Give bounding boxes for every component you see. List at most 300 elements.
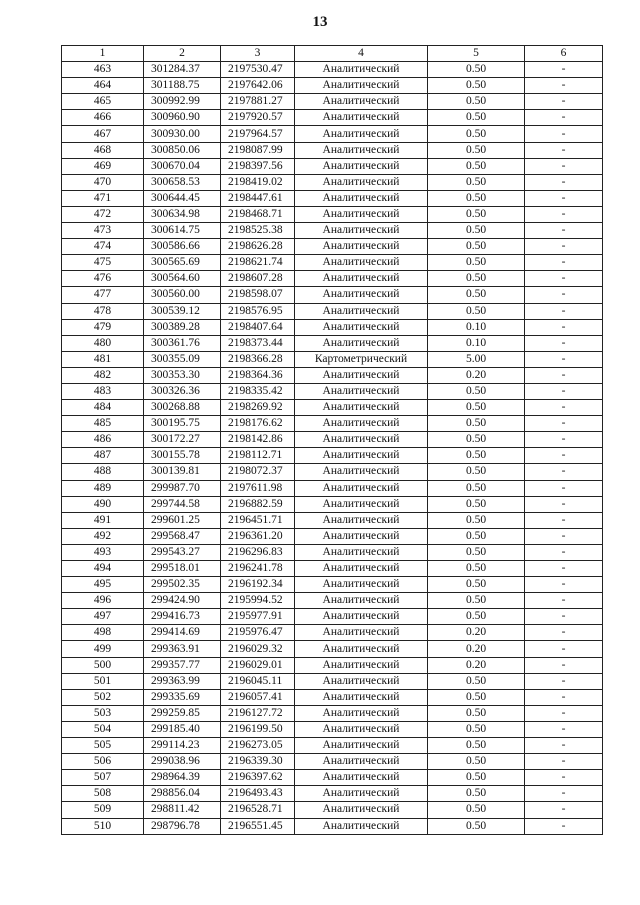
point-number-cell: 495 bbox=[62, 577, 144, 593]
note-cell: - bbox=[525, 158, 603, 174]
method-cell: Аналитический bbox=[295, 464, 428, 480]
method-cell: Аналитический bbox=[295, 335, 428, 351]
point-number-cell: 504 bbox=[62, 721, 144, 737]
point-number-cell: 491 bbox=[62, 512, 144, 528]
accuracy-cell: 0.50 bbox=[428, 544, 525, 560]
note-cell: - bbox=[525, 367, 603, 383]
note-cell: - bbox=[525, 448, 603, 464]
note-cell: - bbox=[525, 126, 603, 142]
note-cell: - bbox=[525, 62, 603, 78]
point-number-cell: 465 bbox=[62, 94, 144, 110]
note-cell: - bbox=[525, 754, 603, 770]
column-header: 5 bbox=[428, 46, 525, 62]
accuracy-cell: 0.50 bbox=[428, 287, 525, 303]
point-number-cell: 474 bbox=[62, 239, 144, 255]
coord-x-cell: 300992.99 bbox=[144, 94, 221, 110]
point-number-cell: 483 bbox=[62, 383, 144, 399]
table-row bbox=[62, 544, 603, 560]
point-number-cell: 467 bbox=[62, 126, 144, 142]
method-cell: Аналитический bbox=[295, 174, 428, 190]
table-row bbox=[62, 303, 603, 319]
accuracy-cell: 0.50 bbox=[428, 480, 525, 496]
coord-x-cell: 299601.25 bbox=[144, 512, 221, 528]
coord-y-cell: 2198397.56 bbox=[221, 158, 295, 174]
coord-x-cell: 298811.42 bbox=[144, 802, 221, 818]
table-row bbox=[62, 416, 603, 432]
method-cell: Аналитический bbox=[295, 432, 428, 448]
table-row bbox=[62, 432, 603, 448]
coord-x-cell: 299744.58 bbox=[144, 496, 221, 512]
note-cell: - bbox=[525, 641, 603, 657]
method-cell: Аналитический bbox=[295, 287, 428, 303]
coord-x-cell: 300644.45 bbox=[144, 190, 221, 206]
method-cell: Аналитический bbox=[295, 255, 428, 271]
table-row bbox=[62, 770, 603, 786]
point-number-cell: 493 bbox=[62, 544, 144, 560]
coord-x-cell: 300539.12 bbox=[144, 303, 221, 319]
note-cell: - bbox=[525, 174, 603, 190]
coord-y-cell: 2198576.95 bbox=[221, 303, 295, 319]
point-number-cell: 505 bbox=[62, 738, 144, 754]
method-cell: Аналитический bbox=[295, 496, 428, 512]
accuracy-cell: 0.50 bbox=[428, 110, 525, 126]
point-number-cell: 496 bbox=[62, 593, 144, 609]
method-cell: Аналитический bbox=[295, 62, 428, 78]
point-number-cell: 500 bbox=[62, 657, 144, 673]
note-cell: - bbox=[525, 110, 603, 126]
point-number-cell: 508 bbox=[62, 786, 144, 802]
table-row bbox=[62, 528, 603, 544]
coord-y-cell: 2196451.71 bbox=[221, 512, 295, 528]
accuracy-cell: 0.50 bbox=[428, 94, 525, 110]
coord-y-cell: 2198525.38 bbox=[221, 223, 295, 239]
method-cell: Аналитический bbox=[295, 239, 428, 255]
note-cell: - bbox=[525, 383, 603, 399]
table-row bbox=[62, 496, 603, 512]
method-cell: Аналитический bbox=[295, 802, 428, 818]
table-row bbox=[62, 400, 603, 416]
table-row bbox=[62, 110, 603, 126]
coord-x-cell: 299502.35 bbox=[144, 577, 221, 593]
note-cell: - bbox=[525, 496, 603, 512]
method-cell: Аналитический bbox=[295, 126, 428, 142]
coord-y-cell: 2196339.30 bbox=[221, 754, 295, 770]
point-number-cell: 501 bbox=[62, 673, 144, 689]
coord-x-cell: 300155.78 bbox=[144, 448, 221, 464]
note-cell: - bbox=[525, 544, 603, 560]
point-number-cell: 488 bbox=[62, 464, 144, 480]
note-cell: - bbox=[525, 786, 603, 802]
method-cell: Аналитический bbox=[295, 271, 428, 287]
method-cell: Аналитический bbox=[295, 577, 428, 593]
accuracy-cell: 0.50 bbox=[428, 512, 525, 528]
note-cell: - bbox=[525, 255, 603, 271]
method-cell: Аналитический bbox=[295, 416, 428, 432]
point-number-cell: 476 bbox=[62, 271, 144, 287]
accuracy-cell: 0.20 bbox=[428, 367, 525, 383]
note-cell: - bbox=[525, 528, 603, 544]
accuracy-cell: 5.00 bbox=[428, 351, 525, 367]
accuracy-cell: 0.50 bbox=[428, 464, 525, 480]
point-number-cell: 480 bbox=[62, 335, 144, 351]
accuracy-cell: 0.50 bbox=[428, 416, 525, 432]
note-cell: - bbox=[525, 593, 603, 609]
note-cell: - bbox=[525, 721, 603, 737]
coord-x-cell: 300565.69 bbox=[144, 255, 221, 271]
table-row bbox=[62, 239, 603, 255]
coord-x-cell: 300195.75 bbox=[144, 416, 221, 432]
coord-y-cell: 2198366.28 bbox=[221, 351, 295, 367]
coord-y-cell: 2196192.34 bbox=[221, 577, 295, 593]
accuracy-cell: 0.50 bbox=[428, 126, 525, 142]
accuracy-cell: 0.50 bbox=[428, 432, 525, 448]
coord-y-cell: 2196551.45 bbox=[221, 818, 295, 834]
table-row bbox=[62, 786, 603, 802]
coord-x-cell: 301284.37 bbox=[144, 62, 221, 78]
accuracy-cell: 0.50 bbox=[428, 673, 525, 689]
coord-x-cell: 301188.75 bbox=[144, 78, 221, 94]
accuracy-cell: 0.50 bbox=[428, 770, 525, 786]
method-cell: Аналитический bbox=[295, 512, 428, 528]
coord-y-cell: 2198373.44 bbox=[221, 335, 295, 351]
table-row bbox=[62, 657, 603, 673]
coord-y-cell: 2198607.28 bbox=[221, 271, 295, 287]
table-row bbox=[62, 383, 603, 399]
accuracy-cell: 0.50 bbox=[428, 577, 525, 593]
table-row bbox=[62, 142, 603, 158]
note-cell: - bbox=[525, 319, 603, 335]
method-cell: Аналитический bbox=[295, 738, 428, 754]
coord-y-cell: 2196199.50 bbox=[221, 721, 295, 737]
method-cell: Аналитический bbox=[295, 673, 428, 689]
note-cell: - bbox=[525, 738, 603, 754]
point-number-cell: 478 bbox=[62, 303, 144, 319]
coord-y-cell: 2195977.91 bbox=[221, 609, 295, 625]
coord-y-cell: 2196493.43 bbox=[221, 786, 295, 802]
method-cell: Аналитический bbox=[295, 786, 428, 802]
method-cell: Аналитический bbox=[295, 142, 428, 158]
coord-x-cell: 300930.00 bbox=[144, 126, 221, 142]
coord-y-cell: 2196241.78 bbox=[221, 561, 295, 577]
point-number-cell: 477 bbox=[62, 287, 144, 303]
accuracy-cell: 0.50 bbox=[428, 448, 525, 464]
method-cell: Аналитический bbox=[295, 190, 428, 206]
coord-x-cell: 300850.06 bbox=[144, 142, 221, 158]
note-cell: - bbox=[525, 705, 603, 721]
coord-y-cell: 2198364.36 bbox=[221, 367, 295, 383]
accuracy-cell: 0.50 bbox=[428, 158, 525, 174]
table-row bbox=[62, 609, 603, 625]
coord-y-cell: 2196361.20 bbox=[221, 528, 295, 544]
accuracy-cell: 0.50 bbox=[428, 142, 525, 158]
column-header: 3 bbox=[221, 46, 295, 62]
accuracy-cell: 0.50 bbox=[428, 528, 525, 544]
coord-y-cell: 2197920.57 bbox=[221, 110, 295, 126]
method-cell: Аналитический bbox=[295, 770, 428, 786]
accuracy-cell: 0.50 bbox=[428, 62, 525, 78]
method-cell: Аналитический bbox=[295, 303, 428, 319]
coord-y-cell: 2196528.71 bbox=[221, 802, 295, 818]
accuracy-cell: 0.20 bbox=[428, 625, 525, 641]
point-number-cell: 503 bbox=[62, 705, 144, 721]
note-cell: - bbox=[525, 271, 603, 287]
method-cell: Аналитический bbox=[295, 625, 428, 641]
table-row bbox=[62, 351, 603, 367]
point-number-cell: 470 bbox=[62, 174, 144, 190]
table-row bbox=[62, 287, 603, 303]
note-cell: - bbox=[525, 416, 603, 432]
table-row bbox=[62, 561, 603, 577]
point-number-cell: 464 bbox=[62, 78, 144, 94]
note-cell: - bbox=[525, 818, 603, 834]
accuracy-cell: 0.50 bbox=[428, 705, 525, 721]
coord-y-cell: 2198112.71 bbox=[221, 448, 295, 464]
table-row bbox=[62, 641, 603, 657]
method-cell: Аналитический bbox=[295, 641, 428, 657]
coord-x-cell: 300139.81 bbox=[144, 464, 221, 480]
point-number-cell: 479 bbox=[62, 319, 144, 335]
note-cell: - bbox=[525, 657, 603, 673]
point-number-cell: 484 bbox=[62, 400, 144, 416]
coord-x-cell: 300355.09 bbox=[144, 351, 221, 367]
coord-y-cell: 2196057.41 bbox=[221, 689, 295, 705]
note-cell: - bbox=[525, 609, 603, 625]
table-row bbox=[62, 78, 603, 94]
method-cell: Аналитический bbox=[295, 754, 428, 770]
method-cell: Аналитический bbox=[295, 593, 428, 609]
coord-x-cell: 298796.78 bbox=[144, 818, 221, 834]
coord-x-cell: 300172.27 bbox=[144, 432, 221, 448]
method-cell: Аналитический bbox=[295, 448, 428, 464]
coord-x-cell: 300670.04 bbox=[144, 158, 221, 174]
point-number-cell: 473 bbox=[62, 223, 144, 239]
coord-x-cell: 300564.60 bbox=[144, 271, 221, 287]
coord-x-cell: 298856.04 bbox=[144, 786, 221, 802]
coord-y-cell: 2196296.83 bbox=[221, 544, 295, 560]
accuracy-cell: 0.50 bbox=[428, 383, 525, 399]
table-row bbox=[62, 512, 603, 528]
table-row bbox=[62, 62, 603, 78]
coord-y-cell: 2196127.72 bbox=[221, 705, 295, 721]
coord-x-cell: 300326.36 bbox=[144, 383, 221, 399]
point-number-cell: 475 bbox=[62, 255, 144, 271]
table-row bbox=[62, 190, 603, 206]
coord-y-cell: 2196273.05 bbox=[221, 738, 295, 754]
coord-x-cell: 299568.47 bbox=[144, 528, 221, 544]
coord-y-cell: 2196397.62 bbox=[221, 770, 295, 786]
accuracy-cell: 0.50 bbox=[428, 802, 525, 818]
coord-x-cell: 299357.77 bbox=[144, 657, 221, 673]
method-cell: Аналитический bbox=[295, 689, 428, 705]
point-number-cell: 494 bbox=[62, 561, 144, 577]
coord-y-cell: 2198087.99 bbox=[221, 142, 295, 158]
point-number-cell: 489 bbox=[62, 480, 144, 496]
note-cell: - bbox=[525, 561, 603, 577]
coord-x-cell: 300389.28 bbox=[144, 319, 221, 335]
table-row bbox=[62, 673, 603, 689]
coord-x-cell: 299987.70 bbox=[144, 480, 221, 496]
note-cell: - bbox=[525, 512, 603, 528]
method-cell: Аналитический bbox=[295, 94, 428, 110]
point-number-cell: 482 bbox=[62, 367, 144, 383]
point-number-cell: 469 bbox=[62, 158, 144, 174]
table-row bbox=[62, 818, 603, 834]
accuracy-cell: 0.50 bbox=[428, 206, 525, 222]
note-cell: - bbox=[525, 400, 603, 416]
point-number-cell: 472 bbox=[62, 206, 144, 222]
coord-y-cell: 2197964.57 bbox=[221, 126, 295, 142]
point-number-cell: 510 bbox=[62, 818, 144, 834]
coord-y-cell: 2198447.61 bbox=[221, 190, 295, 206]
table-row bbox=[62, 689, 603, 705]
note-cell: - bbox=[525, 206, 603, 222]
accuracy-cell: 0.50 bbox=[428, 818, 525, 834]
coord-y-cell: 2198072.37 bbox=[221, 464, 295, 480]
coord-x-cell: 300560.00 bbox=[144, 287, 221, 303]
table-row bbox=[62, 448, 603, 464]
table-row bbox=[62, 335, 603, 351]
accuracy-cell: 0.50 bbox=[428, 609, 525, 625]
table-row bbox=[62, 721, 603, 737]
method-cell: Аналитический bbox=[295, 110, 428, 126]
point-number-cell: 466 bbox=[62, 110, 144, 126]
coord-y-cell: 2196045.11 bbox=[221, 673, 295, 689]
table-row bbox=[62, 255, 603, 271]
coord-y-cell: 2198269.92 bbox=[221, 400, 295, 416]
page-number: 13 bbox=[312, 14, 328, 30]
coord-y-cell: 2198142.86 bbox=[221, 432, 295, 448]
accuracy-cell: 0.50 bbox=[428, 400, 525, 416]
point-number-cell: 499 bbox=[62, 641, 144, 657]
accuracy-cell: 0.20 bbox=[428, 657, 525, 673]
coord-x-cell: 300353.30 bbox=[144, 367, 221, 383]
coord-x-cell: 300658.53 bbox=[144, 174, 221, 190]
accuracy-cell: 0.50 bbox=[428, 738, 525, 754]
method-cell: Аналитический bbox=[295, 223, 428, 239]
note-cell: - bbox=[525, 673, 603, 689]
note-cell: - bbox=[525, 142, 603, 158]
point-number-cell: 490 bbox=[62, 496, 144, 512]
point-number-cell: 481 bbox=[62, 351, 144, 367]
note-cell: - bbox=[525, 239, 603, 255]
table-row bbox=[62, 126, 603, 142]
method-cell: Аналитический bbox=[295, 367, 428, 383]
table-row bbox=[62, 754, 603, 770]
coord-x-cell: 299335.69 bbox=[144, 689, 221, 705]
accuracy-cell: 0.50 bbox=[428, 255, 525, 271]
coord-x-cell: 300586.66 bbox=[144, 239, 221, 255]
accuracy-cell: 0.50 bbox=[428, 174, 525, 190]
accuracy-cell: 0.50 bbox=[428, 786, 525, 802]
table-row bbox=[62, 367, 603, 383]
note-cell: - bbox=[525, 480, 603, 496]
coord-x-cell: 298964.39 bbox=[144, 770, 221, 786]
coord-y-cell: 2197642.06 bbox=[221, 78, 295, 94]
coord-x-cell: 299414.69 bbox=[144, 625, 221, 641]
coord-x-cell: 299259.85 bbox=[144, 705, 221, 721]
point-number-cell: 471 bbox=[62, 190, 144, 206]
table-row bbox=[62, 464, 603, 480]
method-cell: Аналитический bbox=[295, 528, 428, 544]
coordinates-table bbox=[61, 45, 603, 835]
coord-x-cell: 300268.88 bbox=[144, 400, 221, 416]
coord-x-cell: 299185.40 bbox=[144, 721, 221, 737]
note-cell: - bbox=[525, 335, 603, 351]
point-number-cell: 497 bbox=[62, 609, 144, 625]
accuracy-cell: 0.20 bbox=[428, 641, 525, 657]
coord-y-cell: 2198419.02 bbox=[221, 174, 295, 190]
note-cell: - bbox=[525, 802, 603, 818]
table-row bbox=[62, 206, 603, 222]
table-row bbox=[62, 319, 603, 335]
coord-y-cell: 2195994.52 bbox=[221, 593, 295, 609]
coord-y-cell: 2198176.62 bbox=[221, 416, 295, 432]
accuracy-cell: 0.50 bbox=[428, 496, 525, 512]
note-cell: - bbox=[525, 625, 603, 641]
coord-y-cell: 2196029.32 bbox=[221, 641, 295, 657]
method-cell: Аналитический bbox=[295, 400, 428, 416]
note-cell: - bbox=[525, 689, 603, 705]
table-row bbox=[62, 223, 603, 239]
coord-x-cell: 300960.90 bbox=[144, 110, 221, 126]
coord-y-cell: 2196882.59 bbox=[221, 496, 295, 512]
accuracy-cell: 0.50 bbox=[428, 593, 525, 609]
table-row bbox=[62, 158, 603, 174]
note-cell: - bbox=[525, 577, 603, 593]
note-cell: - bbox=[525, 190, 603, 206]
table-row bbox=[62, 705, 603, 721]
note-cell: - bbox=[525, 770, 603, 786]
point-number-cell: 463 bbox=[62, 62, 144, 78]
accuracy-cell: 0.50 bbox=[428, 689, 525, 705]
table-row bbox=[62, 593, 603, 609]
note-cell: - bbox=[525, 287, 603, 303]
table-row bbox=[62, 271, 603, 287]
accuracy-cell: 0.50 bbox=[428, 721, 525, 737]
method-cell: Аналитический bbox=[295, 818, 428, 834]
accuracy-cell: 0.50 bbox=[428, 223, 525, 239]
coord-x-cell: 300614.75 bbox=[144, 223, 221, 239]
table-row bbox=[62, 625, 603, 641]
coord-y-cell: 2198468.71 bbox=[221, 206, 295, 222]
accuracy-cell: 0.50 bbox=[428, 78, 525, 94]
coord-y-cell: 2197530.47 bbox=[221, 62, 295, 78]
method-cell: Аналитический bbox=[295, 480, 428, 496]
note-cell: - bbox=[525, 432, 603, 448]
table-header-row bbox=[62, 46, 603, 62]
method-cell: Аналитический bbox=[295, 206, 428, 222]
method-cell: Аналитический bbox=[295, 78, 428, 94]
accuracy-cell: 0.50 bbox=[428, 561, 525, 577]
table-row bbox=[62, 577, 603, 593]
note-cell: - bbox=[525, 78, 603, 94]
note-cell: - bbox=[525, 351, 603, 367]
accuracy-cell: 0.50 bbox=[428, 303, 525, 319]
method-cell: Аналитический bbox=[295, 721, 428, 737]
method-cell: Аналитический bbox=[295, 383, 428, 399]
coord-y-cell: 2195976.47 bbox=[221, 625, 295, 641]
coord-x-cell: 299363.99 bbox=[144, 673, 221, 689]
accuracy-cell: 0.50 bbox=[428, 190, 525, 206]
coord-y-cell: 2196029.01 bbox=[221, 657, 295, 673]
column-header: 6 bbox=[525, 46, 603, 62]
table-row bbox=[62, 738, 603, 754]
coord-y-cell: 2198621.74 bbox=[221, 255, 295, 271]
column-header: 1 bbox=[62, 46, 144, 62]
accuracy-cell: 0.10 bbox=[428, 319, 525, 335]
method-cell: Аналитический bbox=[295, 158, 428, 174]
method-cell: Аналитический bbox=[295, 657, 428, 673]
